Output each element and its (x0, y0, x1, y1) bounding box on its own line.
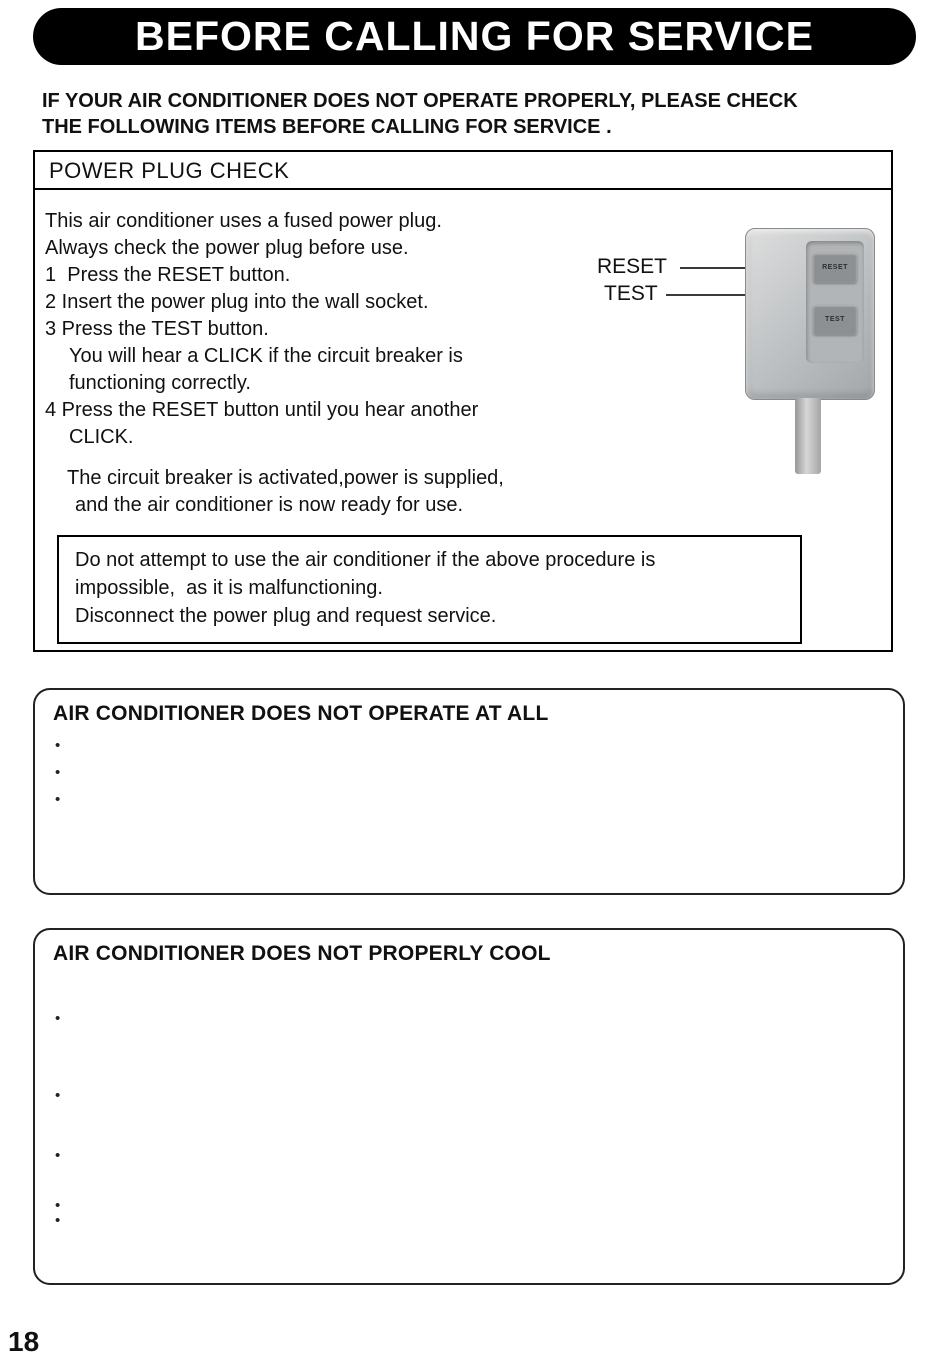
plug-reset-button: RESET (813, 253, 857, 283)
warning-line: Disconnect the power plug and request service. (75, 605, 497, 627)
bullet-item (55, 1011, 885, 1026)
intro-line-2: THE FOLLOWING ITEMS BEFORE CALLING FOR SERVICE . (42, 116, 612, 138)
warning-box (57, 535, 802, 644)
page-number: 18 (8, 1326, 40, 1357)
bullet-icon: • (55, 737, 61, 754)
bullet-item (55, 1088, 885, 1103)
troubleshoot-not-cool-box (33, 928, 905, 1285)
instruction-line: CLICK. (69, 426, 134, 448)
test-callout-label: TEST (604, 282, 658, 305)
instruction-line: You will hear a CLICK if the circuit breaker is (69, 345, 463, 367)
page-title-banner: BEFORE CALLING FOR SERVICE (33, 8, 916, 65)
bullet-icon: • (55, 1147, 61, 1164)
intro-line-1: IF YOUR AIR CONDITIONER DOES NOT OPERATE PROPERLY, PLEASE CHECK (42, 90, 798, 112)
instruction-line: This air conditioner uses a fused power plug. (45, 210, 442, 232)
bullet-icon: • (55, 1087, 61, 1104)
troubleshoot-not-operate-box (33, 688, 905, 895)
intro-text (42, 88, 798, 140)
instruction-line: The circuit breaker is activated,power is supplied, (67, 467, 504, 489)
bullet-icon: • (55, 1197, 61, 1214)
reset-callout-label: RESET (597, 255, 668, 278)
instruction-step-2: 2 Insert the power plug into the wall socket. (45, 291, 429, 313)
bullet-icon: • (55, 1212, 61, 1229)
bullet-icon: • (55, 1010, 61, 1027)
troubleshoot-heading: AIR CONDITIONER DOES NOT OPERATE AT ALL (53, 702, 549, 725)
bullet-item (55, 765, 885, 780)
bullet-item (55, 738, 885, 753)
bullet-item (55, 1198, 885, 1213)
plug-test-button: TEST (813, 305, 857, 335)
instruction-line: Always check the power plug before use. (45, 237, 409, 259)
bullet-icon: • (55, 764, 61, 781)
warning-line: Do not attempt to use the air conditioner if the above procedure is (75, 549, 656, 571)
instruction-step-3: 3 Press the TEST button. (45, 318, 269, 340)
warning-line: impossible, as it is malfunctioning. (75, 577, 383, 599)
instruction-line: functioning correctly. (69, 372, 251, 394)
power-plug-check-section (33, 150, 893, 652)
instruction-step-4: 4 Press the RESET button until you hear another (45, 399, 479, 421)
bullet-item (55, 1148, 885, 1163)
bullet-icon: • (55, 791, 61, 808)
troubleshoot-heading: AIR CONDITIONER DOES NOT PROPERLY COOL (53, 942, 551, 965)
bullet-item (55, 792, 885, 807)
instruction-line: and the air conditioner is now ready for use. (75, 494, 463, 516)
bullet-item (55, 1213, 885, 1228)
instruction-step-1: 1 Press the RESET button. (45, 264, 291, 286)
instructions (35, 190, 891, 519)
section-heading: POWER PLUG CHECK (35, 152, 891, 190)
